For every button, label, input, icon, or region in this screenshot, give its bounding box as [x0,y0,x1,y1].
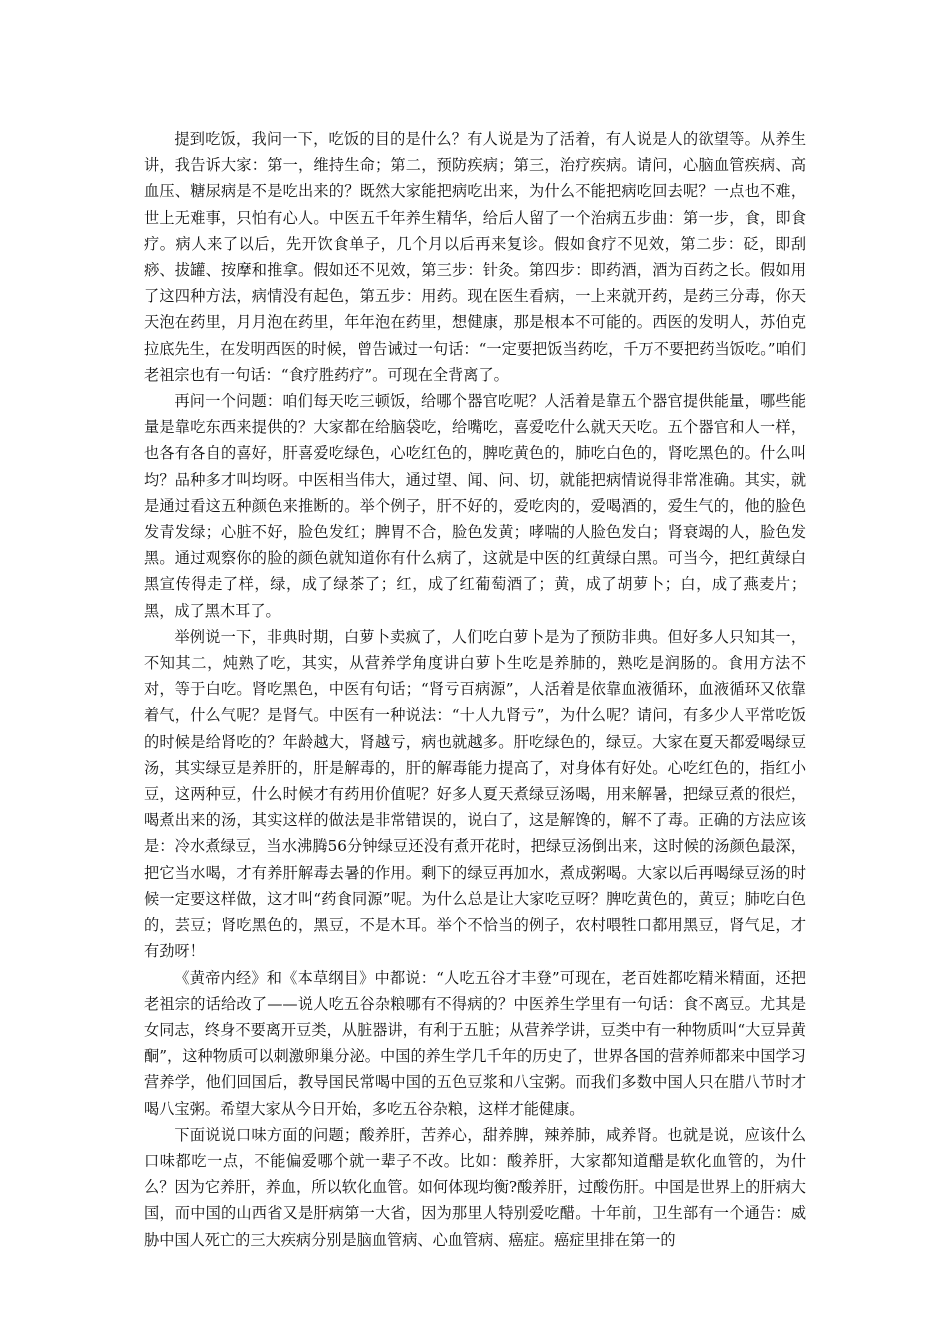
document-body [144,126,806,1253]
paragraph-1: 提到吃饭，我问一下，吃饭的目的是什么？有人说是为了活着，有人说是人的欲望等。从养生讲，我告诉大家：第一，维持生命；第二，预防疾病；第三，治疗疾病。请问，心脑血管疾病、高血压、糖尿病是不是吃出来的？既然大家能把病吃出来，为什么不能把病吃回去呢？一点也不难，世上无难事，只怕有心人。中医五千年养生精华，给后人留了一个治病五步曲：第一步，食，即食疗。病人来了以后，先开饮食单子，几个月以后再来复诊。假如食疗不见效，第二步：砭，即刮痧、拔罐、按摩和推拿。假如还不见效，第三步：针灸。第四步：即药酒，酒为百药之长。假如用了这四种方法，病情没有起色，第五步：用药。现在医生看病，一上来就开药，是药三分毒，你天天泡在药里，月月泡在药里，年年泡在药里，想健康，那是根本不可能的。西医的发明人，苏伯克拉底先生，在发明西医的时候，曾告诫过一句话：“一定要把饭当药吃，千万不要把药当饭吃。”咱们老祖宗也有一句话：“食疗胜药疗”。可现在全背离了。 [144,130,806,384]
paragraph-4: 《黄帝内经》和《本草纲目》中都说：“人吃五谷才丰登”可现在，老百姓都吃精米精面，还把老祖宗的话给改了——说人吃五谷杂粮哪有不得病的？中医养生学里有一句话：食不离豆。尤其是女同志，终身不要离开豆类，从脏器讲，有利于五脏；从营养学讲，豆类中有一种物质叫“大豆异黄酮”，这种物质可以刺激卵巢分泌。中国的养生学几千年的历史了，世界各国的营养师都来中国学习营养学，他们回国后，教导国民常喝中国的五色豆浆和八宝粥。而我们多数中国人只在腊八节时才喝八宝粥。希望大家从今日开始，多吃五谷杂粮，这样才能健康。 [144,968,806,1118]
paragraph-3: 举例说一下，非典时期，白萝卜卖疯了，人们吃白萝卜是为了预防非典。但好多人只知其一，不知其二，炖熟了吃，其实，从营养学角度讲白萝卜生吃是养肺的，熟吃是润肠的。食用方法不对，等于白吃。肾吃黑色，中医有句话；“肾亏百病源”，人活着是依靠血液循环，血液循环又依靠着气，什么气呢？是肾气。中医有一种说法：“十人九肾亏”，为什么呢？请问，有多少人平常吃饭的时候是给肾吃的？年龄越大，肾越亏，病也就越多。肝吃绿色的，绿豆。大家在夏天都爱喝绿豆汤，其实绿豆是养肝的，肝是解毒的，肝的解毒能力提高了，对身体有好处。心吃红色的，指红小豆，这两种豆，什么时候才有药用价值呢？好多人夏天煮绿豆汤喝，用来解暑，把绿豆煮的很烂，喝煮出来的汤，其实这样的做法是非常错误的，说白了，这是解馋的，解不了毒。正确的方法应该是：冷水煮绿豆，当水沸腾56分钟绿豆还没有煮开花时，把绿豆汤倒出来，这时候的汤颜色最深，把它当水喝，才有养肝解毒去暑的作用。剩下的绿豆再加水，煮成粥喝。大家以后再喝绿豆汤的时候一定要这样做，这才叫“药食同源”呢。为什么总是让大家吃豆呀？脾吃黄色的，黄豆；肺吃白色的，芸豆；肾吃黑色的，黑豆，不是木耳。举个不恰当的例子，农村喂牲口都用黑豆，肾气足，才有劲呀！ [144,627,806,961]
paragraph-5: 下面说说口味方面的问题；酸养肝，苦养心，甜养脾，辣养肺，咸养肾。也就是说，应该什么口味都吃一点，不能偏爱哪个就一辈子不改。比如：酸养肝，大家都知道醋是软化血管的，为什么？因为它养肝，养血，所以软化血管。如何体现均衡?酸养肝，过酸伤肝。中国是世界上的肝病大国，而中国的山西省又是肝病第一大省，因为那里人特别爱吃醋。十年前，卫生部有一个通告：威胁中国人死亡的三大疾病分别是脑血管病、心血管病、癌症。癌症里排在第一的 [144,1125,806,1249]
paragraph-2: 再问一个问题：咱们每天吃三顿饭，给哪个器官吃呢？人活着是靠五个器官提供能量，哪些能量是靠吃东西来提供的？大家都在给脑袋吃，给嘴吃，喜爱吃什么就天天吃。五个器官和人一样，也各有各自的喜好，肝喜爱吃绿色，心吃红色的，脾吃黄色的，肺吃白色的，肾吃黑色的。什么叫均？品种多才叫均呀。中医相当伟大，通过望、闻、问、切，就能把病情说得非常准确。其实，就是通过看这五种颜色来推断的。举个例子，肝不好的，爱吃肉的，爱喝酒的，爱生气的，他的脸色发青发绿；心脏不好，脸色发红；脾胃不合，脸色发黄；哮喘的人脸色发白；肾衰竭的人，脸色发黑。通过观察你的脸的颜色就知道你有什么病了，这就是中医的红黄绿白黑。可当今，把红黄绿白黑宣传得走了样，绿，成了绿茶了；红，成了红葡萄酒了；黄，成了胡萝卜；白，成了燕麦片；黑，成了黑木耳了。 [144,392,806,620]
